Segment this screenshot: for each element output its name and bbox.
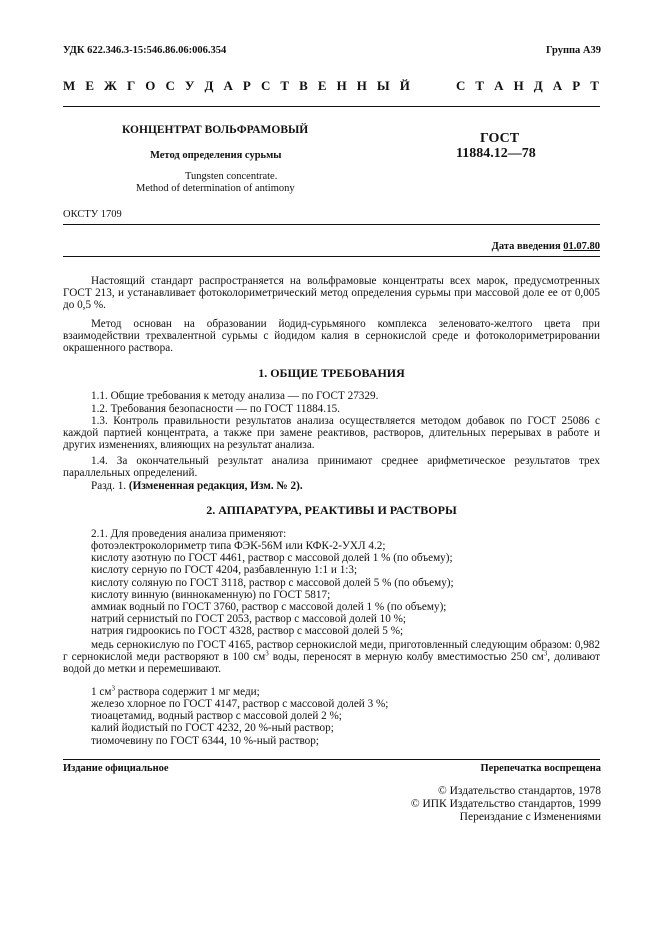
copper-ml-a: 1 см <box>91 686 112 698</box>
banner-letter: Р <box>572 78 581 93</box>
item-1-4: 1.4. За окончательный результат анализа принимают среднее арифметическое результатов трех параллельных определений. <box>63 455 600 480</box>
banner-letter: Е <box>317 78 327 93</box>
copper-sulfate-paragraph <box>63 639 600 676</box>
okstu-code: ОКСТУ 1709 <box>63 209 122 220</box>
amendment-prefix: Разд. 1. <box>91 480 127 492</box>
reagent-item: кислоту соляную по ГОСТ 3118, раствор с массовой долей 5 % (по объему); <box>91 576 454 589</box>
banner-letter: Т <box>475 78 485 93</box>
reagent-list-b <box>63 698 628 747</box>
reagent-item: кислоту азотную по ГОСТ 4461, раствор с массовой долей 1 % (по объему); <box>91 552 453 565</box>
reagent-item: калий йодистый по ГОСТ 4232, 20 %-ный раствор; <box>91 722 334 735</box>
superscript-3: 3 <box>543 649 548 658</box>
item-2-1: 2.1. Для проведения анализа применяют: <box>91 528 287 540</box>
banner-letter: А <box>223 78 233 93</box>
reagent-item: фотоэлектроколориметр типа ФЭК-56М или КФК-2-УХЛ 4.2; <box>91 540 386 552</box>
banner-letter: Н <box>513 78 524 93</box>
reagent-list-a <box>63 540 628 638</box>
reagent-item: натрий сернистый по ГОСТ 2053, раствор с массовой долей 10 %; <box>91 613 407 626</box>
banner-letter: Т <box>590 78 599 93</box>
intro-paragraph-2: Метод основан на образовании йодид-сурьмяного комплекса зеленовато-желтого цвета при взаимодействии трехвалентной сурьмы с йодидом калия в сернокислой среде и фотоколориметрировании окрашенного раствора. <box>63 318 600 355</box>
english-method: Method of determination of antimony <box>136 183 295 194</box>
banner-letter: О <box>145 78 156 93</box>
udk-code: УДК 622.346.3-15:546.86.06:006.354 <box>63 45 227 56</box>
amendment-note: (Измененная редакция, Изм. № 2). <box>128 480 303 492</box>
banner-letter <box>438 78 446 94</box>
banner-letter: А <box>494 78 504 93</box>
banner-letter: У <box>184 78 195 93</box>
banner-letter: М <box>63 78 76 93</box>
english-title: Tungsten concentrate. <box>185 171 278 182</box>
banner-letter: Д <box>204 78 214 93</box>
superscript-3: 3 <box>265 649 269 658</box>
header-rule <box>63 106 600 107</box>
reagent-item: железо хлорное по ГОСТ 4147, раствор с массовой долей 3 %; <box>91 698 389 710</box>
reagent-item: тиомочевину по ГОСТ 6344, 10 %-ный раствор; <box>91 734 319 747</box>
method-title: Метод определения сурьмы <box>150 150 282 161</box>
banner-letter: С <box>165 78 175 93</box>
gost-label: ГОСТ <box>480 131 520 146</box>
banner-letter: Н <box>356 78 367 93</box>
intro-date-value: 01.07.80 <box>563 241 600 252</box>
interstate-standard-banner <box>63 78 599 94</box>
intro-date-label: Дата введения <box>491 241 561 252</box>
reagent-item: тиоацетамид, водный раствор с массовой долей 2 %; <box>91 710 342 723</box>
banner-letter: Й <box>399 78 410 93</box>
intro-paragraph-1: Настоящий стандарт распространяется на вольфрамовые концентраты всех марок, предусмотренных ГОСТ 213, и устанавливает фотоколориметрический метод определения сурьмы при массовой доле ее от 0,005 до 0,5 %. <box>63 275 600 312</box>
banner-letter: Н <box>336 78 347 93</box>
footer-rule <box>63 759 600 760</box>
date-rule <box>63 256 600 257</box>
reprint-prohibited: Перепечатка воспрещена <box>480 763 601 774</box>
banner-letter: Р <box>242 78 251 93</box>
reissue-note: Переиздание с Изменениями <box>459 811 601 823</box>
banner-letter: В <box>299 78 308 93</box>
copper-concentration <box>63 686 628 698</box>
reagent-item: натрия гидроокись по ГОСТ 4328, раствор с массовой долей 5 %; <box>91 625 404 638</box>
reagent-item: кислоту винную (виннокаменную) по ГОСТ 5817; <box>91 588 331 601</box>
banner-letter: Ж <box>104 78 117 93</box>
banner-letter: А <box>552 78 563 93</box>
banner-letter: Г <box>126 78 136 93</box>
superscript-3: 3 <box>111 684 115 693</box>
document-title: КОНЦЕНТРАТ ВОЛЬФРАМОВЫЙ <box>122 124 309 136</box>
section-1-amendment <box>63 480 600 492</box>
banner-letter: С <box>455 78 466 93</box>
banner-letter: Д <box>533 78 543 93</box>
banner-letter: Ы <box>376 78 390 93</box>
copper-text-1: медь сернокислую по ГОСТ 4165, раствор сернокислой меди, приготовленный следующим образом: 0,982 г сернокислой меди растворяют в 100 см <box>63 639 600 664</box>
copper-text-3: , доливают водой до метки и перемешивают. <box>63 651 600 676</box>
copper-text-2: воды, переносят в мерную колбу вместимостью 250 см <box>268 651 544 664</box>
banner-letter: Т <box>280 78 290 93</box>
copper-ml-b: раствора содержит 1 мг меди; <box>114 686 260 698</box>
banner-letter <box>420 78 428 94</box>
intro-date <box>492 241 600 252</box>
copyright-1978: © Издательство стандартов, 1978 <box>437 785 601 797</box>
item-1-1: 1.1. Общие требования к методу анализа — по ГОСТ 27329. <box>91 390 379 402</box>
gost-number: 11884.12—78 <box>456 146 536 161</box>
reagent-item: аммиак водный по ГОСТ 3760, раствор с массовой долей 1 % (по объему); <box>91 601 447 614</box>
copyright-1999: © ИПК Издательство стандартов, 1999 <box>410 798 601 810</box>
section-1-heading: 1. ОБЩИЕ ТРЕБОВАНИЯ <box>258 366 405 380</box>
reagent-item: кислоту серную по ГОСТ 4204, разбавленную 1:1 и 1:3; <box>91 564 358 577</box>
section-2-heading: 2. АППАРАТУРА, РЕАКТИВЫ И РАСТВОРЫ <box>206 503 457 517</box>
item-1-2: 1.2. Требования безопасности — по ГОСТ 11884.15. <box>91 403 341 415</box>
banner-letter: Е <box>85 78 94 93</box>
banner-letter: С <box>260 78 271 93</box>
official-edition: Издание официальное <box>63 763 169 774</box>
item-1-3: 1.3. Контроль правильности результатов анализа осуществляется методом добавок по ГОСТ 25086 с каждой партией концентрата, а также при замене реактивов, растворов, длительных перерывах в работе и других изменениях, влияющих на результат анализа. <box>63 415 600 452</box>
group-code: Группа А39 <box>545 45 601 56</box>
title-rule <box>63 224 600 225</box>
